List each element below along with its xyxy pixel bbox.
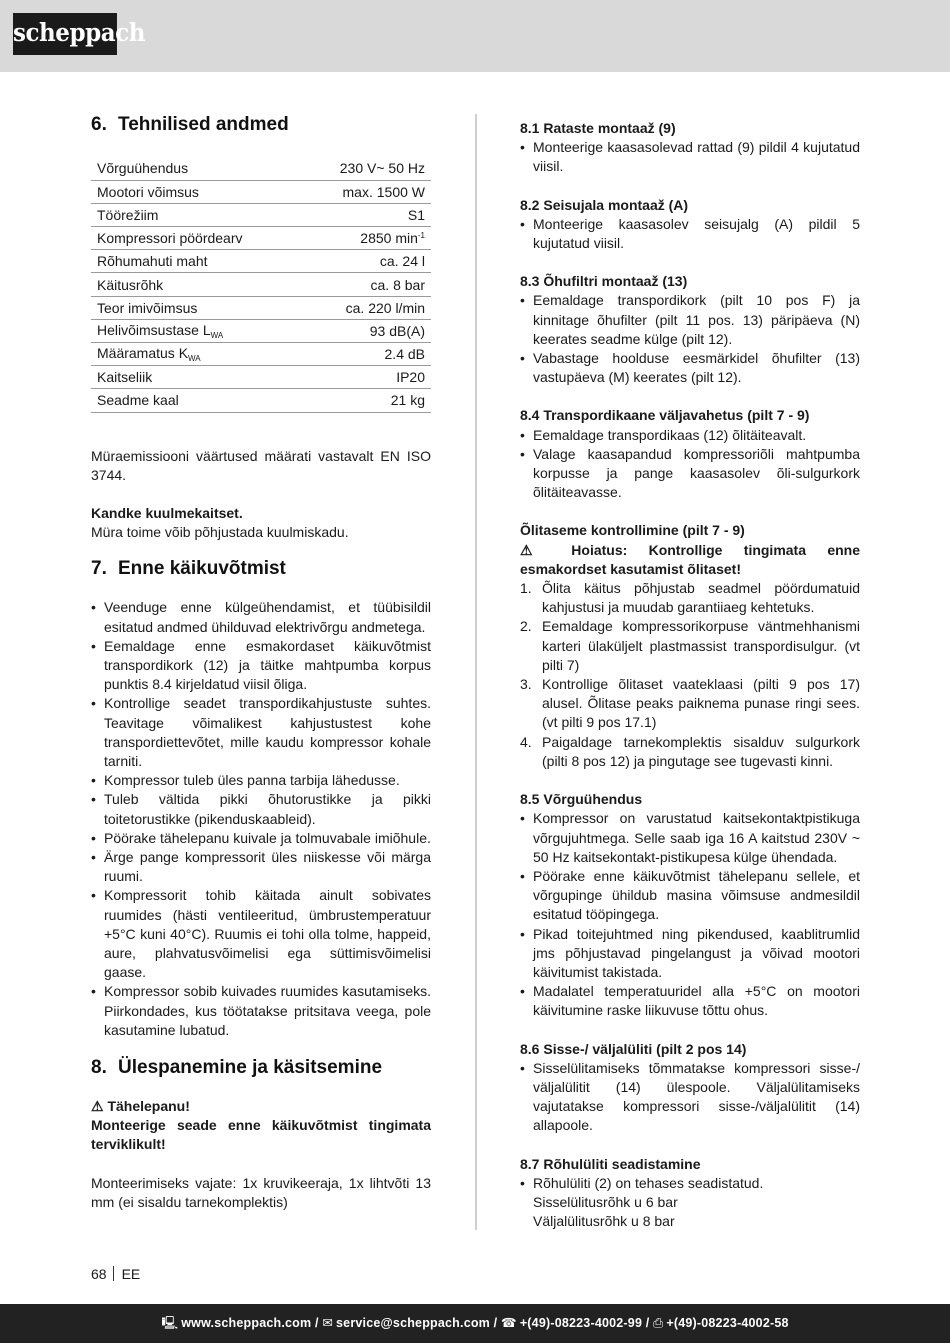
oil-check-heading: Õlitaseme kontrollimine (pilt 7 - 9) [520,522,745,539]
spec-value: ca. 220 l/min [301,296,431,319]
phone-icon: ☎ [501,1316,517,1330]
list-item: • Monteerige kaasasolevad rattad (9) pildil 4 kujutatud viisil. [520,138,860,176]
spec-row [91,319,431,342]
oil-steps-list [520,579,860,771]
spec-row [91,250,431,273]
switch-off-pressure: Väljalülitusrõhk u 8 bar [533,1213,675,1230]
section-number: 6. [91,114,107,135]
spec-row [91,366,431,389]
right-column [520,119,860,1231]
footer-bar [0,1304,950,1343]
spec-value: 21 kg [301,389,431,412]
spec-row [91,389,431,412]
list-item: • Kontrollige seadet transpordikahjustuste suhtes. Teavitage võimalikest kahjustustest kohe transpordiettevõtet, mille kaudu kompressor kohale tarniti. [91,694,431,771]
specs-table [91,157,431,413]
section-number: 7. [91,558,107,580]
section-title: Enne käikuvõtmist [118,558,286,580]
list-item: • Kompressor sobib kuivades ruumides kasutamiseks. Piirkondades, kus töötatakse pritsitava veega, pole kasutamine lubatud. [91,982,431,1040]
column-divider [475,114,477,1230]
spec-label: Kaitseliik [91,366,301,389]
section-7-heading [91,558,431,580]
s84-heading: 8.4 Transpordikaane väljavahetus (pilt 7 - 9) [520,407,810,424]
s85-heading: 8.5 Võrguühendus [520,791,643,808]
spec-row [91,180,431,203]
s81-list [520,138,860,176]
footer-web[interactable]: www.scheppach.com / [181,1316,319,1330]
oil-warning: ⚠ Hoiatus: Kontrollige tingimata enne esmakordset kasutamist õlitaset! [520,541,860,577]
mail-icon: ✉ [322,1316,334,1330]
spec-row [91,296,431,319]
list-item: • Tuleb vältida pikki õhutorustikke ja pikki toitetorustikke (pikenduskaableid). [91,790,431,828]
spec-label: Määramatus $K_{WA}$ [91,343,301,366]
list-item: • Veenduge enne külgeühendamist, et tüübisildil esitatud andmed ühilduvad elektrivõrgu andmetega. [91,598,431,636]
ear-protection-title: Kandke kuulmekaitset. [91,504,243,521]
list-item: • Pöörake tähelepanu kuivale ja tolmuvabale imiõhule. [91,829,431,848]
noise-text: Müraemissiooni väärtused määrati vastavalt EN ISO 3744. [91,447,431,483]
list-item: • Kompressor tuleb üles panna tarbija lähedusse. [91,771,431,790]
s86-list [520,1059,860,1136]
s84-list [520,426,860,503]
footer-mail[interactable]: service@scheppach.com / [336,1316,498,1330]
list-item: • Ärge pange kompressorit üles niiskesse või märga ruumi. [91,848,431,886]
spec-label: Helivõimsustase $L_{WA}$ [91,319,301,342]
page-separator [113,1266,114,1281]
s82-list [520,215,860,253]
left-column [91,114,431,1212]
list-item: • Monteerige kaasasolev seisujalg (A) pildil 5 kujutatud viisil. [520,215,860,253]
list-item: • Pikad toitejuhtmed ning pikendused, kaablitrumlid jms põhjustavad pingelangust ja võivad mootori käivitumist takistada. [520,925,860,983]
header-bar [0,0,950,72]
spec-label: Mootori võimsus [91,180,301,203]
fax-icon: ⎙ [653,1316,664,1330]
spec-row [91,203,431,226]
spec-label: Seadme kaal [91,389,301,412]
page-language: EE [121,1266,141,1282]
section-title: Tehnilised andmed [118,114,289,135]
spec-row [91,273,431,296]
spec-value: ca. 8 bar [301,273,431,296]
spec-row [91,157,431,180]
warning-title: ⚠ Tähelepanu! [91,1098,190,1115]
s87-heading: 8.7 Rõhulüliti seadistamine [520,1155,701,1172]
footer-fax: +(49)-08223-4002-58 [666,1316,789,1330]
list-item: • Vabastage hoolduse eesmärkidel õhufilter (13) vastupäeva (M) keerates (pilt 12). [520,349,860,387]
spec-value: IP20 [301,366,431,389]
list-item: • Kompressorit tohib käitada ainult sobivates ruumides (hästi ventileeritud, ümbrustemperatuur +5°C kuni 40°C). Ruumis ei tohi olla tolme, happeid, aure, plahvatusvõimelisi ega süttimisvõimelisi gaase. [91,886,431,982]
oil-step: 2. Eemaldage kompressorikorpuse väntmehhanismi karteri ülaküljelt plastmassist transpordisulgur. (vt pilti 7) [520,618,860,673]
warning-text: Monteerige seade enne käikuvõtmist tingimata terviklikult! [91,1117,431,1153]
spec-value: 230 V~ 50 Hz [301,157,431,180]
list-item: • Pöörake enne käikuvõtmist tähelepanu sellele, et võrgupinge ühildub masina võimsuse andmesildil esitatud tööpingega. [520,867,860,925]
spec-label: Võrguühendus [91,157,301,180]
list-item: • Valage kaasapandud kompressoriõli mahtpumba korpusse ja pange kaasasolev õli-sulgurkork õlitäiteavasse. [520,445,860,503]
switch-on-pressure: Sisselülitusrõhk u 6 bar [533,1193,678,1210]
spec-label: Töörežiim [91,203,301,226]
footer-phone: +(49)-08223-4002-99 / [519,1316,650,1330]
spec-row [91,227,431,250]
spec-label: Käitusrõhk [91,273,301,296]
oil-step: 4. Paigaldage tarnekomplektis sisalduv sulgurkork (pilti 8 pos 12) ja pingutage see tugevasti kinni. [520,733,860,769]
section-8-heading [91,1057,431,1079]
ear-protection-text: Müra toime võib põhjustada kuulmiskadu. [91,524,349,541]
spec-value: 93 dB(A) [301,319,431,342]
section-6-heading [91,114,431,136]
tools-text: Monteerimiseks vajate: 1x kruvikeeraja, 1x lihtvõti 13 mm (ei sisaldu tarnekomplektis) [91,1174,431,1210]
spec-value: ca. 24 l [301,250,431,273]
section-7-list [91,598,431,1040]
page-number [91,1265,140,1284]
s83-list [520,291,860,387]
spec-label: Kompressori pöördearv [91,227,301,250]
list-item: • Eemaldage enne esmakordaset käikuvõtmist transpordikork (12) ja täitke mahtpumba korpus punktis 8.4 kirjeldatud viisil õliga. [91,637,431,695]
spec-label: Rõhumahuti maht [91,250,301,273]
s85-list [520,809,860,1020]
oil-step: 1. Õlita käitus põhjustab seadmel pöördumatuid kahjustusi ja muudab garantiiaeg kehtetuks. [520,580,860,616]
oil-step: 3. Kontrollige õlitaset vaateklaasi (pilti 9 pos 17) alusel. Õlitase peaks paiknema punase ringi sees. (vt pilti 9 pos 17.1) [520,676,860,731]
s81-heading: 8.1 Rataste montaaž (9) [520,120,676,136]
spec-row [91,343,431,366]
list-item: • Madalatel temperatuuridel alla +5°C on mootori käivitumine raske liikuvuse tõttu ohus. [520,982,860,1020]
spec-value: 2.4 dB [301,343,431,366]
list-item: • Kompressor on varustatud kaitsekontaktpistikuga võrgujuhtmega. Selle saab iga 16 A kaitstud 230V ~ 50 Hz kaitsekontakt-pistikupesa külge ühendada. [520,809,860,867]
computer-icon: 🖳 [161,1316,179,1330]
s86-heading: 8.6 Sisse-/ väljalüliti (pilt 2 pos 14) [520,1040,747,1057]
scheppach-logo: scheppach [13,13,117,55]
s87-list [520,1174,860,1193]
spec-label: Teor imivõimsus [91,296,301,319]
section-title: Ülespanemine ja käsitsemine [118,1057,383,1079]
list-item: • Rõhulüliti (2) on tehases seadistatud. [520,1174,860,1193]
page-number-value: 68 [91,1266,107,1282]
spec-value: S1 [301,203,431,226]
section-number: 8. [91,1057,107,1079]
s83-heading: 8.3 Õhufiltri montaaž (13) [520,273,688,290]
list-item: • Eemaldage transpordikork (pilt 10 pos F) ja kinnitage õhufilter (pilt 11 pos. 13) päripäeva (N) keerates seadme külge (pilt 12). [520,291,860,349]
spec-value: 2850 $\min^{-1}$ [301,227,431,250]
spec-value: max. 1500 W [301,180,431,203]
list-item: • Eemaldage transpordikaas (12) õlitäiteavalt. [520,426,860,445]
list-item: • Sisselülitamiseks tõmmatakse kompressori sisse-/ väljalülitit (14) ülespoole. Väljalülitamiseks vajutatakse kompressori sisse-/väljalülitit (14) allapoole. [520,1059,860,1136]
s82-heading: 8.2 Seisujala montaaž (A) [520,196,689,213]
